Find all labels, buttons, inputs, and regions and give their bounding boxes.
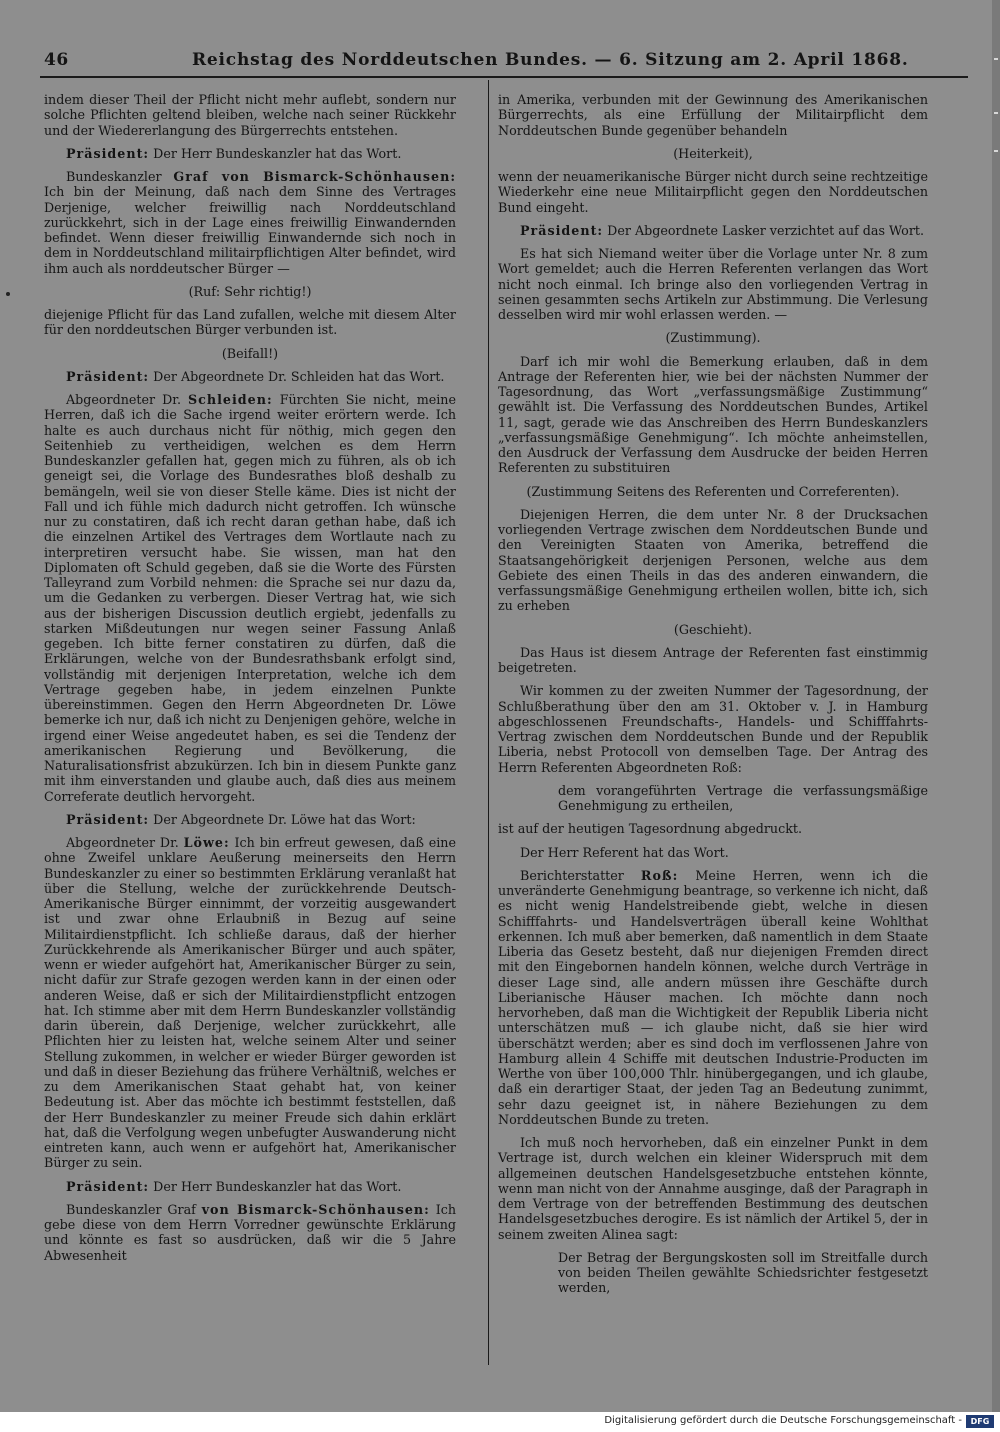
speech-paragraph	[44, 392, 456, 804]
speech-paragraph	[44, 812, 456, 827]
speech-text: Der Abgeordnete Dr. Schleiden hat das Wort.	[153, 368, 445, 384]
speech-paragraph	[44, 1179, 456, 1194]
speaker-name: Löwe:	[183, 835, 230, 850]
speech-text: Der Abgeordnete Dr. Löwe hat das Wort:	[153, 811, 416, 827]
continued-paragraph: ist auf der heutigen Tagesordnung abgedruckt.	[498, 821, 803, 837]
speech-text: Fürchten Sie nicht, meine Herren, daß ich die Sache irgend weiter erörtern werde. Ich halte es auch durchaus nicht für nöthig, mich gegen den Seitenhieb zu vertheidigen, welchen es dem Herrn Bundeskanzler gefallen hat, gegen mich zu führen, als ob ich geneigt sei, die Vorlage des Bundesrathes bloß deshalb zu bemängeln, weil sie von dieser Stelle käme. Dies ist nicht der Fall und ich fühle mich dadurch nicht getroffen. Ich wünsche nur zu constatiren, daß ich recht daran gethan habe, daß ich die einzelnen Artikel des Vertrages dem Wortlaute nach zu interpretiren versucht habe. Sie wissen, man hat den Diplomaten oft Schuld gegeben, daß sie die Worte des Fürsten Talleyrand zum Vorbild nehmen: die Sprache sei nur dazu da, um die Gedanken zu verbergen. Dieser Vertrag hat, wie sich aus der bisherigen Discussion deutlich ergiebt, jedenfalls zu starken Mißdeutungen nur wegen seiner Fassung Anlaß gegeben. Ich bitte ferner constatiren zu dürfen, daß die Erklärungen, welche von der Bundesrathsbank erfolgt sind, vollständig mit derjenigen Interpretation, welche ich dem Vertrage gegeben habe, in jedem einzelnen Punkte übereinstimmen. Gegen den Herrn Abgeordneten Dr. Löwe bemerke ich nur, daß ich nicht zu Denjenigen gehöre, welche in irgend einer Weise angedeutet haben, es sei die Tendenz der amerikanischen Regierung und Bevölkerung, die Naturalisationsfrist abzukürzen. Ich bin in diesem Punkte ganz mit ihm einverstanden und glaube auch, daß dies aus meinem Correferate deutlich hervorgeht.	[44, 392, 456, 804]
edge-mark	[994, 58, 998, 60]
speech-paragraph	[44, 369, 456, 384]
paragraph: Es hat sich Niemand weiter über die Vorlage unter Nr. 8 zum Wort gemeldet; auch die Herren Referenten verlangen das Wort nicht noch einmal. Ich bringe also den vorliegenden Vertrag in seinen gesammten sechs Artikeln zur Abstimmung. Die Verlesung desselben wird mir wohl erlassen werden. —	[498, 246, 928, 322]
paragraph: Ich muß noch hervorheben, daß ein einzelner Punkt in dem Vertrage ist, durch welchen ein kleiner Widerspruch mit dem allgemeinen deutschen Handelsgesetzbuche entstehen könnte, wenn man nicht von der Annahme ausginge, daß der Paragraph in dem Vertrage von der betreffenden Bestimmung des deutschen Handelsgesetzbuches derogire. Es ist nämlich der Artikel 5, der in seinem zweiten Alinea sagt:	[498, 1135, 928, 1242]
left-column	[44, 92, 456, 1271]
quoted-text: Der Betrag der Bergungskosten soll im Streitfalle durch von beiden Theilen gewählte Schiedsrichter festgesetzt werden,	[558, 1249, 928, 1296]
speech-text: Ich bin der Meinung, daß nach dem Sinne des Vertrages Derjenige, welcher freiwillig nach Norddeutschland zurückkehrt, sich in der Lage eines freiwillig Einwandernden befindet. Wenn dieser freiwillig Einwandernde sich noch in dem in Norddeutschland militairpflichtigen Alter befindet, wird ihm auch als norddeutscher Bürger —	[44, 184, 456, 276]
stage-direction: (Ruf: Sehr richtig!)	[188, 283, 312, 299]
speaker-title: Abgeordneter Dr.	[66, 392, 188, 407]
speech-paragraph	[498, 223, 928, 238]
speech-text: Der Herr Bundeskanzler hat das Wort.	[153, 1178, 402, 1194]
speech-paragraph	[44, 169, 456, 276]
paragraph: Wir kommen zu der zweiten Nummer der Tagesordnung, der Schlußberathung über den am 31. Oktober v. J. in Hamburg abgeschlossenen Freundschafts-, Handels- und Schifffahrts-Vertrag zwischen dem Norddeutschen Bunde und der Republik Liberia, nebst Protocoll von demselben Tage. Der Antrag des Herrn Referenten Abgeordneten Roß:	[498, 683, 928, 775]
header-rule	[40, 76, 968, 78]
paragraph: Diejenigen Herren, die dem unter Nr. 8 der Drucksachen vorliegenden Vertrage zwischen dem Norddeutschen Bunde und den Vereinigten Staaten von Amerika, betreffend die Staatsangehörigkeit derjenigen Personen, welche aus dem Gebiete des einen Theils in das des anderen einwandern, die verfassungsmäßige Genehmigung ertheilen wollen, bitte ich, sich zu erheben	[498, 506, 928, 614]
speech-text: Ich gebe diese von dem Herrn Vorredner gewünschte Erklärung und könnte es fast so ausdrücken, daß wir die 5 Jahre Abwesenheit	[44, 1201, 456, 1263]
footer-credit: Digitalisierung gefördert durch die Deutsche Forschungsgemeinschaft -	[604, 1415, 962, 1426]
speaker-name: Roß:	[640, 867, 679, 883]
speaker-title: Berichterstatter	[520, 867, 641, 883]
continued-paragraph: diejenige Pflicht für das Land zufallen, welche mit diesem Alter für den norddeutschen Bürger verbunden ist.	[44, 307, 456, 338]
speech-paragraph	[498, 868, 928, 1127]
continued-paragraph: in Amerika, verbunden mit der Gewinnung des Amerikanischen Bürgerrechts, als eine Erfüllung der Militairpflicht dem Norddeutschen Bunde gegenüber behandeln	[498, 92, 928, 138]
page-number: 46	[44, 50, 69, 70]
continued-paragraph: wenn der neuamerikanische Bürger nicht durch seine rechtzeitige Wiederkehr eine neue Militairpflicht gegen den Norddeutschen Bund eingeht.	[498, 169, 928, 215]
stage-direction: (Zustimmung Seitens des Referenten und Correferenten).	[526, 483, 900, 499]
speaker-name: Graf von Bismarck-Schönhausen:	[173, 169, 456, 184]
speech-text: Der Herr Bundeskanzler hat das Wort.	[153, 145, 402, 161]
margin-dot	[6, 292, 10, 296]
speaker-title: Bundeskanzler	[66, 169, 174, 184]
running-header: Reichstag des Norddeutschen Bundes. — 6. Sitzung am 2. April 1868.	[192, 50, 909, 70]
speaker-name: von Bismarck-Schönhausen:	[201, 1201, 430, 1217]
speaker-name: Präsident:	[66, 145, 150, 161]
paragraph: Das Haus ist diesem Antrage der Referenten fast einstimmig beigetreten.	[498, 644, 928, 675]
speech-paragraph	[44, 146, 456, 161]
right-column	[498, 92, 928, 1304]
edge-mark	[994, 112, 998, 114]
stage-direction: (Zustimmung).	[665, 330, 761, 346]
dfg-logo: DFG	[966, 1415, 994, 1428]
speech-paragraph	[44, 1202, 456, 1263]
footer	[0, 1412, 1000, 1432]
speaker-title: Abgeordneter Dr.	[66, 835, 184, 850]
speech-text: Meine Herren, wenn ich die unveränderte Genehmigung beantrage, so verkenne ich nicht, daß es nicht wenig Handelstreibende giebt, welche in diesen Schifffahrts- und Handelsverträgen überall keine Wohlthat erkennen. Ich muß aber bemerken, daß namentlich in dem Staate Liberia das Gesetz besteht, daß nur diejenigen Fremden direct mit den Eingebornen handeln können, welche durch Verträge in dieser Lage sind, alle andern müssen ihre Geschäfte durch Liberianische Häuser machen. Ich möchte dann noch hervorheben, daß man die Wichtigkeit der Republik Liberia nicht unterschätzen muß — ich glaube nicht, daß sie hier wird überschätzt werden; aber es sind doch im verflossenen Jahre von Hamburg allein 4 Schiffe mit deutschen Industrie-Producten im Werthe von über 100,000 Thlr. hinübergegangen, und ich glaube, daß ein derartiger Staat, der jeden Tag an Bedeutung zunimmt, sehr dazu geeignet ist, in nähere Beziehungen zu dem Norddeutschen Bunde zu treten.	[498, 867, 928, 1127]
speech-text: Der Abgeordnete Lasker verzichtet auf das Wort.	[607, 222, 925, 238]
page-edge	[992, 0, 1000, 1412]
stage-direction: (Geschieht).	[673, 621, 753, 637]
stage-direction: (Beifall!)	[221, 345, 279, 361]
speaker-name: Präsident:	[66, 368, 150, 384]
paragraph: Der Herr Referent hat das Wort.	[520, 844, 729, 860]
quoted-text: dem vorangeführten Vertrage die verfassungsmäßige Genehmigung zu ertheilen,	[558, 782, 928, 813]
speech-text: Ich bin erfreut gewesen, daß eine ohne Zweifel unklare Aeußerung meinerseits den Herrn Bundeskanzler zu einer so bestimmten Erklärung veranlaßt hat über die Stellung, welche der zurückkehrende Deutsch-Amerikanische Bürger einnimmt, der vorzeitig ausgewandert ist und zwar ohne Erlaubniß in Bezug auf seine Militairdienstpflicht. Ich schließe daraus, daß der hierher Zurückkehrende als Amerikanischer Bürger und auch später, wenn er wieder aufgehört hat, Amerikanischer Bürger zu sein, nicht dafür zur Strafe gezogen werden kann in der einen oder anderen Weise, daß er sich der Militairdienstpflicht entzogen hat. Ich stimme aber mit dem Herrn Bundeskanzler vollständig darin überein, daß Derjenige, welcher zurückkehrt, alle Pflichten hier zu leisten hat, welche seinem Alter und seiner Stellung zukommen, in welcher er wieder Bürger geworden ist und daß in dieser Beziehung das frühere Verhältniß, welches er zu dem Amerikanischen Staat gehabt hat, von keiner Bedeutung ist. Aber das möchte ich bestimmt feststellen, daß der Herr Bundeskanzler zu meiner Freude sich dahin erklärt hat, daß die Verfolgung wegen unbefugter Auswanderung nicht eintreten kann, auch wenn er aufgehört hat, Amerikanischer Bürger zu sein.	[44, 835, 456, 1171]
speaker-title: Bundeskanzler Graf	[66, 1201, 202, 1217]
speaker-name: Präsident:	[66, 811, 150, 827]
speaker-name: Präsident:	[520, 222, 604, 238]
column-divider	[488, 80, 489, 1365]
paragraph: Darf ich mir wohl die Bemerkung erlauben, daß in dem Antrage der Referenten hier, wie bei der nächsten Nummer der Tagesordnung, das Wort „verfassungsmäßige Zustimmung“ gewählt ist. Die Verfassung des Norddeutschen Bundes, Artikel 11, sagt, gerade wie das Anschreiben des Herrn Bundeskanzlers „verfassungsmäßige Genehmigung“. Ich möchte anheimstellen, den Ausdruck der Verfassung dem Ausdrucke der beiden Herren Referenten zu substituiren	[498, 353, 928, 476]
speech-paragraph	[44, 835, 456, 1171]
speaker-name: Schleiden:	[187, 392, 273, 407]
speaker-name: Präsident:	[66, 1178, 150, 1194]
edge-mark	[994, 150, 998, 152]
continued-paragraph: indem dieser Theil der Pflicht nicht mehr auflebt, sondern nur solche Pflichten geltend bleiben, welche nach seiner Rückkehr und der Wiedererlangung des Bürgerrechts entstehen.	[44, 92, 456, 138]
stage-direction: (Heiterkeit),	[673, 145, 753, 161]
